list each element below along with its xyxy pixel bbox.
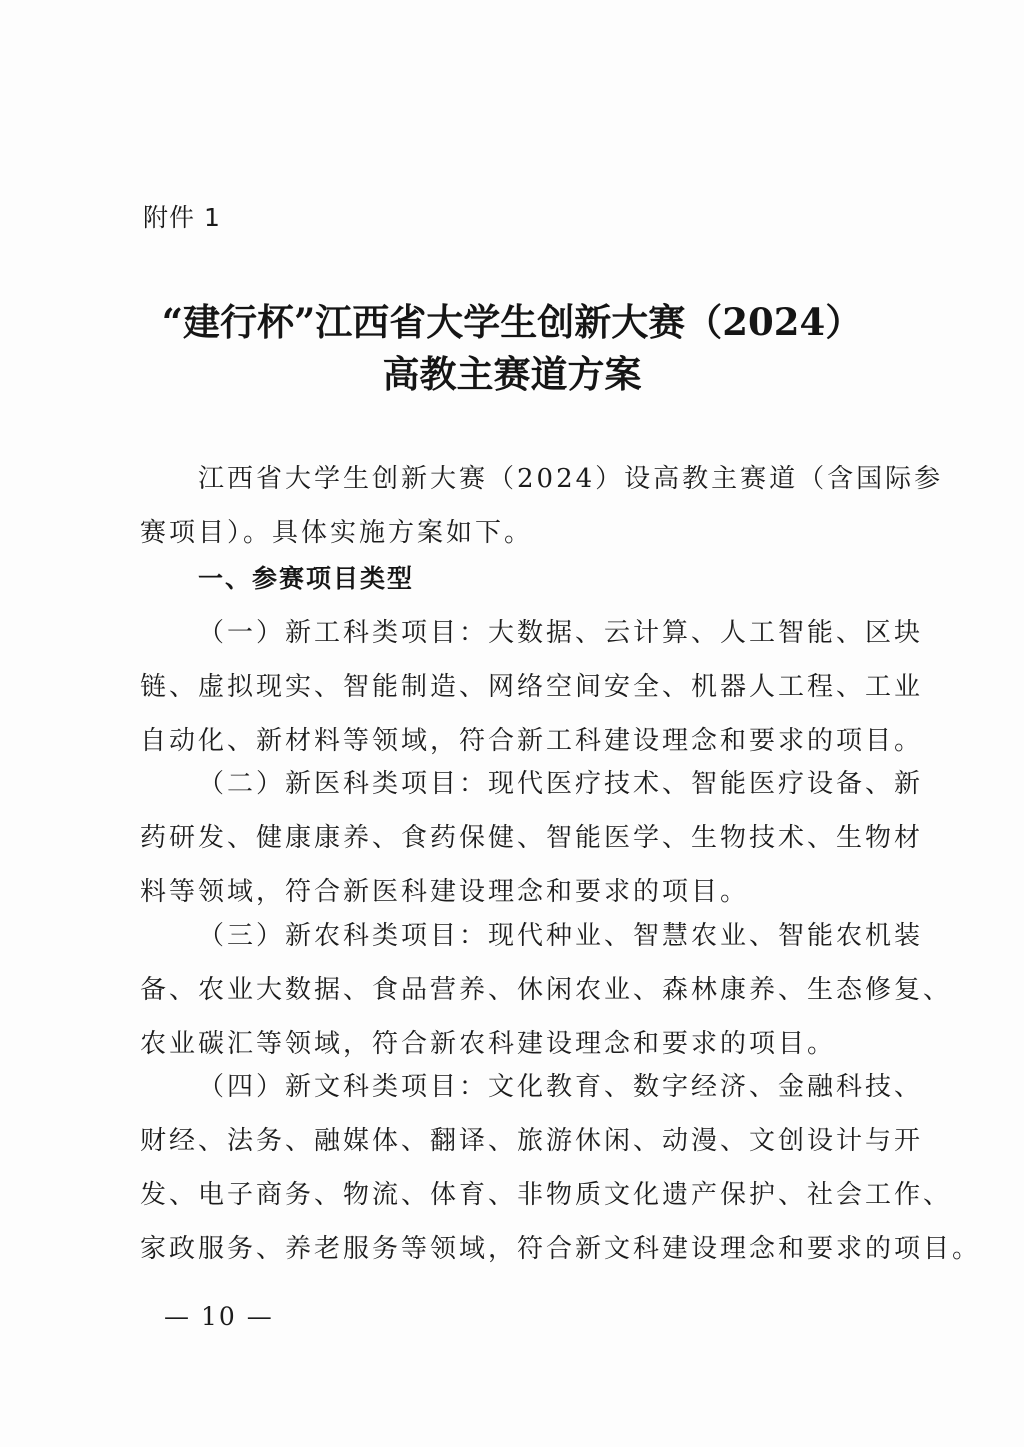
paragraph-line: 链、虚拟现实、智能制造、网络空间安全、机器人工程、工业 xyxy=(140,672,924,702)
paragraph-line: 料等领域，符合新医科建设理念和要求的项目。 xyxy=(140,877,750,907)
attachment-label: 附件 1 xyxy=(143,203,221,232)
document-title-line-2: 高教主赛道方案 xyxy=(382,352,642,396)
paragraph-line: 自动化、新材料等领域，符合新工科建设理念和要求的项目。 xyxy=(140,726,924,756)
paragraph-line: 备、农业大数据、食品营养、休闲农业、森林康养、生态修复、 xyxy=(140,975,953,1005)
item-paragraph-1 xyxy=(140,606,924,768)
paragraph-line: 财经、法务、融媒体、翻译、旅游休闲、动漫、文创设计与开 xyxy=(140,1126,924,1156)
intro-line: 江西省大学生创新大赛（2024）设高教主赛道（含国际参 xyxy=(198,464,944,494)
paragraph-line: 发、电子商务、物流、体育、非物质文化遗产保护、社会工作、 xyxy=(140,1180,953,1210)
paragraph-line: 药研发、健康康养、食药保健、智能医学、生物技术、生物材 xyxy=(140,823,924,853)
paragraph-line: 农业碳汇等领域，符合新农科建设理念和要求的项目。 xyxy=(140,1029,837,1059)
intro-paragraph xyxy=(140,452,944,560)
section-heading: 一、参赛项目类型 xyxy=(198,564,415,593)
item-paragraph-2 xyxy=(140,757,924,919)
intro-line: 赛项目）。具体实施方案如下。 xyxy=(140,518,534,548)
paragraph-line: （三）新农科类项目：现代种业、智慧农业、智能农机装 xyxy=(198,921,924,951)
paragraph-line: （四）新文科类项目：文化教育、数字经济、金融科技、 xyxy=(198,1072,924,1102)
item-paragraph-3 xyxy=(140,909,953,1071)
document-title-line-1: “建行杯”江西省大学生创新大赛（2024） xyxy=(161,300,863,344)
paragraph-line: （一）新工科类项目：大数据、云计算、人工智能、区块 xyxy=(198,618,924,648)
paragraph-line: 家政服务、养老服务等领域，符合新文科建设理念和要求的项目。 xyxy=(140,1234,982,1264)
paragraph-line: （二）新医科类项目：现代医疗技术、智能医疗设备、新 xyxy=(198,769,924,799)
item-paragraph-4 xyxy=(140,1060,982,1276)
page-number: — 10 — xyxy=(164,1302,274,1331)
